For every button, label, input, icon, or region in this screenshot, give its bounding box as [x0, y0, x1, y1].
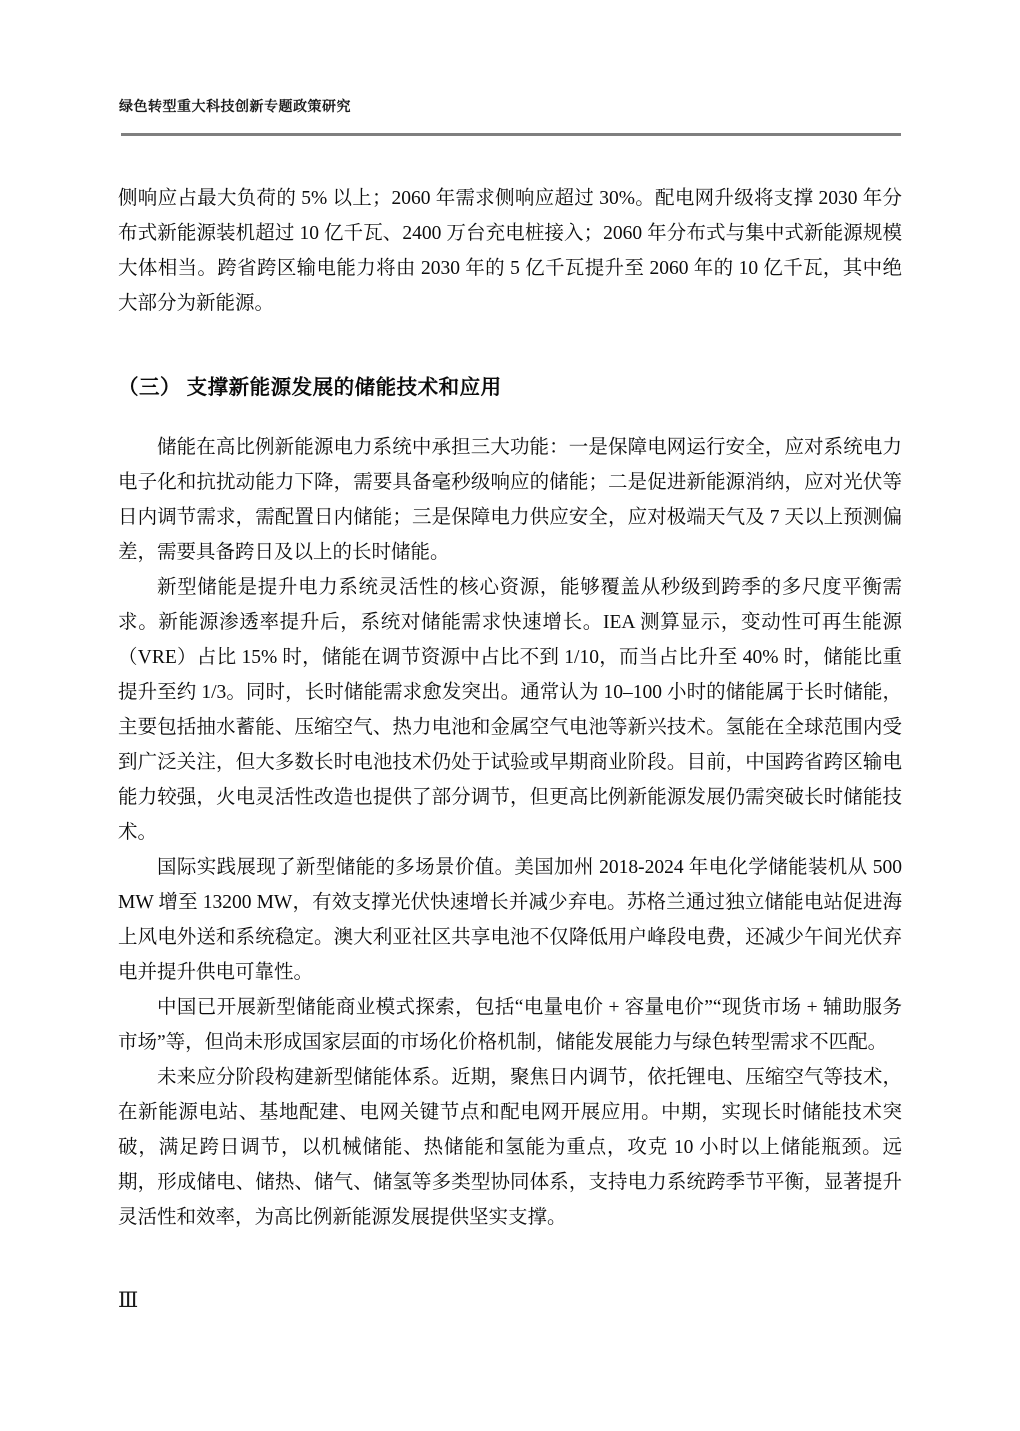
page-number: Ⅲ [118, 1288, 139, 1312]
header-rule [121, 133, 901, 136]
section-heading: （三） 支撑新能源发展的储能技术和应用 [118, 377, 502, 399]
body-paragraph: 储能在高比例新能源电力系统中承担三大功能：一是保障电网运行安全，应对系统电力电子化和抗扰动能力下降，需要具备毫秒级响应的储能；二是促进新能源消纳，应对光伏等日内调节需求，需配置日内储能；三是保障电力供应安全，应对极端天气及 7 天以上预测偏差，需要具备跨日及以上的长时储能。 [118, 437, 902, 563]
page-footer [118, 1288, 138, 1313]
document-body [118, 181, 902, 1235]
running-header-title: 绿色转型重大科技创新专题政策研究 [119, 98, 351, 114]
page-header [119, 96, 901, 116]
body-paragraph: 新型储能是提升电力系统灵活性的核心资源，能够覆盖从秒级到跨季的多尺度平衡需求。新能源渗透率提升后，系统对储能需求快速增长。IEA 测算显示，变动性可再生能源（VRE）占比 15% 时，储能在调节资源中占比不到 1/10，而当占比升至 40% 时，储能比重提升至约 1/3。同时，长时储能需求愈发突出。通常认为 10–100 小时的储能属于长时储能，主要包括抽水蓄能、压缩空气、热力电池和金属空气电池等新兴技术。氢能在全球范围内受到广泛关注，但大多数长时电池技术仍处于试验或早期商业阶段。目前，中国跨省跨区输电能力较强，火电灵活性改造也提供了部分调节，但更高比例新能源发展仍需突破长时储能技术。 [118, 577, 902, 843]
body-paragraph: 中国已开展新型储能商业模式探索，包括“电量电价 + 容量电价”“现货市场 + 辅助服务市场”等，但尚未形成国家层面的市场化价格机制，储能发展能力与绿色转型需求不匹配。 [118, 997, 902, 1053]
body-paragraph: 未来应分阶段构建新型储能体系。近期，聚焦日内调节，依托锂电、压缩空气等技术，在新能源电站、基地配建、电网关键节点和配电网开展应用。中期，实现长时储能技术突破，满足跨日调节，以机械储能、热储能和氢能为重点，攻克 10 小时以上储能瓶颈。远期，形成储电、储热、储气、储氢等多类型协同体系，支持电力系统跨季节平衡，显著提升灵活性和效率，为高比例新能源发展提供坚实支撑。 [118, 1067, 902, 1228]
continuation-paragraph: 侧响应占最大负荷的 5% 以上；2060 年需求侧响应超过 30%。配电网升级将支撑 2030 年分布式新能源装机超过 10 亿千瓦、2400 万台充电桩接入；2060 年分布式与集中式新能源规模大体相当。跨省跨区输电能力将由 2030 年的 5 亿千瓦提升至 2060 年的 10 亿千瓦，其中绝大部分为新能源。 [118, 188, 902, 314]
body-paragraph: 国际实践展现了新型储能的多场景价值。美国加州 2018-2024 年电化学储能装机从 500 MW 增至 13200 MW，有效支撑光伏快速增长并减少弃电。苏格兰通过独立储能电站促进海上风电外送和系统稳定。澳大利亚社区共享电池不仅降低用户峰段电费，还减少午间光伏弃电并提升供电可靠性。 [118, 857, 902, 983]
